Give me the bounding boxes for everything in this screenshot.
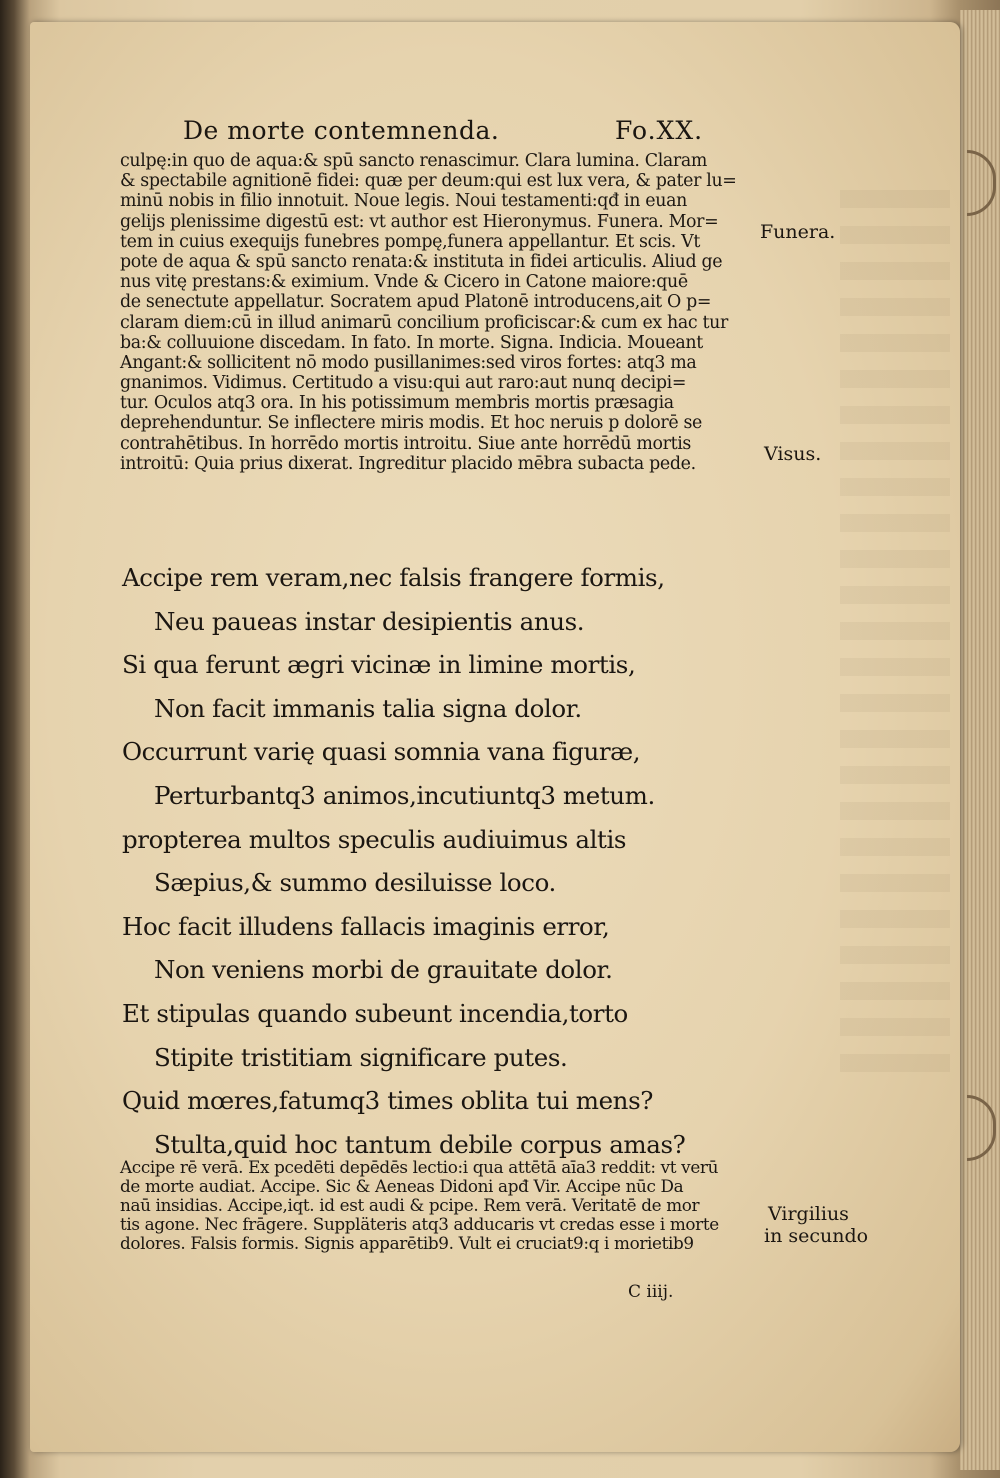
verse-line: Hoc facit illudens fallacis imaginis error, xyxy=(122,911,610,941)
verse-line: Accipe rem veram,nec falsis frangere formis, xyxy=(122,563,665,592)
verse-line: Perturbantq3 animos,incutiuntq3 metum. xyxy=(154,780,655,810)
commentary-line: Angant:& sollicitent nō modo pusillanimes:sed viros fortes: atq3 ma xyxy=(120,352,697,373)
verse-line: Sæpius,& summo desiluisse loco. xyxy=(154,868,556,898)
verse-line: propterea multos speculis audiuimus altis xyxy=(122,824,627,854)
commentary-line: de senectute appellatur. Socratem apud Platonē introducens,ait O p= xyxy=(120,292,712,313)
folio-number: Fo.XX. xyxy=(615,116,704,145)
verse-block xyxy=(122,556,762,1166)
commentary-line: nus vitę prestans:& eximium. Vnde & Cicero in Catone maiore:quē xyxy=(120,272,688,293)
commentary-line: deprehenduntur. Se inflectere miris modis. Et hoc neruis p dolorē se xyxy=(120,413,703,434)
verse-line: Stulta,quid hoc tantum debile corpus amas? xyxy=(154,1129,686,1159)
commentary-line: minū nobis in filio innotuit. Noue legis. Noui testamenti:qđ in euan xyxy=(120,191,687,212)
verse-line: Neu paueas instar desipientis anus. xyxy=(154,606,585,636)
commentary-line: Accipe rē verā. Ex pcedēti depēdēs lectio:i qua attētā aīa3 reddit: vt verū xyxy=(120,1157,719,1177)
commentary-bottom xyxy=(120,1158,760,1253)
commentary-top xyxy=(120,151,760,474)
verse-line: Occurrunt varię quasi somnia vana figuræ, xyxy=(122,737,641,767)
commentary-line: culpę:in quo de aqua:& spū sancto renascimur. Clara lumina. Claram xyxy=(120,151,708,171)
signature-mark: C iiij. xyxy=(628,1282,674,1302)
commentary-line: de morte audiat. Accipe. Sic & Aeneas Didoni apđ Vir. Accipe nūc Da xyxy=(120,1176,684,1196)
commentary-line: gelijs plenissime digestū est: vt author est Hieronymus. Funera. Mor= xyxy=(120,211,719,232)
verse-line: Et stipulas quando subeunt incendia,torto xyxy=(122,998,628,1028)
verse-line: Quid mœres,fatumq3 times oblita tui mens? xyxy=(122,1086,653,1116)
commentary-line: tem in cuius exequijs funebres pompę,funera appellantur. Et scis. Vt xyxy=(120,231,701,252)
commentary-line: gnanimos. Vidimus. Certitudo a visu:qui aut raro:aut nunq decipi= xyxy=(120,373,687,394)
margin-note-visus: Visus. xyxy=(764,443,822,465)
commentary-line: introitū: Quia prius dixerat. Ingreditur placido mēbra subacta pede. xyxy=(120,453,696,474)
margin-note-virgilius: Virgilius xyxy=(768,1203,849,1225)
commentary-line: pote de aqua & spū sancto renata:& instituta in fidei articulis. Aliud ge xyxy=(120,251,723,272)
commentary-line: tis agone. Nec frāgere. Suppläteris atq3 adducaris vt credas esse i morte xyxy=(120,1214,719,1234)
show-through xyxy=(840,190,950,1090)
verse-line: Non facit immanis talia signa dolor. xyxy=(154,693,582,723)
margin-note-in-secundo: in secundo xyxy=(764,1225,869,1247)
commentary-line: ba:& colluuione discedam. In fato. In morte. Signa. Indicia. Moueant xyxy=(120,332,703,353)
commentary-line: claram diem:cū in illud animarū concilium proficiscar:& cum ex hac tur xyxy=(120,312,728,333)
commentary-line: contrahētibus. In horrēdo mortis introitu. Siue ante horrēdū mortis xyxy=(120,433,691,454)
commentary-line: & spectabile agnitionē fidei: quæ per deum:qui est lux vera, & pater lu= xyxy=(120,171,737,192)
commentary-line: naū insidias. Accipe,iqt. id est audi & pcipe. Rem verā. Veritatē de mor xyxy=(120,1195,700,1215)
page-edges xyxy=(960,10,1000,1470)
running-head: De morte contemnenda. xyxy=(183,116,500,145)
verse-line: Si qua ferunt ægri vicinæ in limine mortis, xyxy=(122,650,636,680)
verse-line: Stipite tristitiam significare putes. xyxy=(154,1042,568,1072)
commentary-line: tur. Oculos atq3 ora. In his potissimum membris mortis præsagia xyxy=(120,393,674,414)
verse-line: Non veniens morbi de grauitate dolor. xyxy=(154,955,613,985)
margin-note-funera: Funera. xyxy=(760,221,836,243)
commentary-line: dolores. Falsis formis. Signis apparētib9. Vult ei cruciat9:q i morietib9 xyxy=(120,1233,694,1253)
